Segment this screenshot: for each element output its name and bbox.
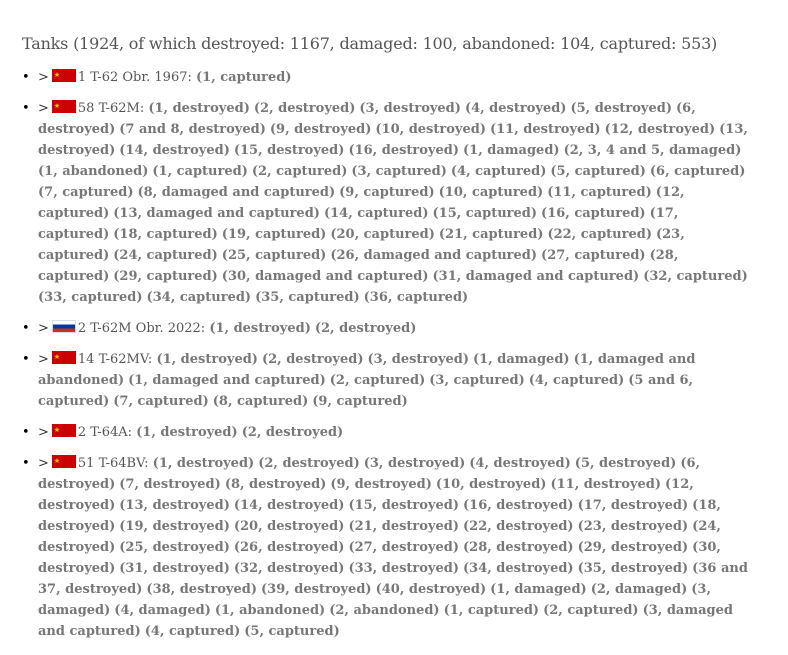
entry-link[interactable]: (2, damaged): [590, 582, 688, 597]
list-item: [22, 67, 758, 88]
entry-link[interactable]: (40, destroyed): [375, 582, 487, 597]
list-item: [22, 422, 758, 443]
expand-caret-icon[interactable]: >: [38, 456, 49, 471]
entry-link[interactable]: (7, captured): [38, 185, 134, 200]
entry-link[interactable]: (1, destroyed): [156, 352, 258, 367]
bullet-icon: •: [22, 456, 30, 471]
vehicle-label: 58 T-62M:: [77, 101, 145, 116]
list-item: [22, 98, 758, 308]
equipment-list: [22, 67, 788, 642]
expand-caret-icon[interactable]: >: [38, 321, 49, 336]
entry-link[interactable]: (8, damaged and captured): [137, 185, 336, 200]
entry-link[interactable]: (2, 3, 4 and 5, damaged): [563, 143, 742, 158]
entry-link[interactable]: (2, captured): [543, 603, 639, 618]
entry-link[interactable]: (22, captured): [547, 227, 652, 242]
entry-link[interactable]: (13, damaged and captured): [113, 206, 320, 221]
entry-link[interactable]: (1, damaged): [463, 143, 560, 158]
expand-caret-icon[interactable]: >: [38, 70, 49, 85]
entry-link[interactable]: (5, destroyed): [570, 101, 672, 116]
entry-link[interactable]: (20, destroyed): [233, 519, 345, 534]
ussr-flag-icon: [52, 100, 76, 113]
entry-link[interactable]: (21, captured): [438, 227, 544, 242]
entry-link[interactable]: (8, destroyed): [224, 477, 327, 492]
ussr-flag-icon: [52, 424, 76, 437]
entry-link[interactable]: (14, captured): [323, 206, 429, 221]
entry-link[interactable]: (1, destroyed): [148, 101, 250, 116]
expand-caret-icon[interactable]: >: [38, 101, 49, 116]
entry-link[interactable]: (35, captured): [255, 290, 360, 305]
entry-link[interactable]: (15, destroyed): [348, 498, 460, 513]
entry-link[interactable]: (33, destroyed): [348, 561, 460, 576]
entry-link[interactable]: (4, captured): [450, 164, 547, 179]
entry-link[interactable]: (34, captured): [146, 290, 252, 305]
entry-link[interactable]: (2, destroyed): [258, 456, 360, 471]
entry-link[interactable]: (12, captured): [38, 185, 685, 221]
entries: [136, 425, 347, 440]
entry-link[interactable]: (2, destroyed): [241, 425, 344, 440]
entry-link[interactable]: (3, destroyed): [367, 352, 470, 367]
entry-link[interactable]: (11, captured): [547, 185, 652, 200]
entry-link[interactable]: (24, captured): [113, 248, 218, 263]
entry-link[interactable]: (8, captured): [212, 394, 309, 409]
ussr-flag-icon: [52, 351, 76, 364]
list-item: [22, 349, 758, 412]
entry-link[interactable]: (14, destroyed): [233, 498, 345, 513]
entry-link[interactable]: (23, destroyed): [577, 519, 689, 534]
entry-link[interactable]: (5 and 6, captured): [38, 373, 694, 409]
entry-link[interactable]: (11, destroyed): [489, 122, 601, 137]
entry-link[interactable]: (11, destroyed): [550, 477, 662, 492]
entry-link[interactable]: (26, destroyed): [233, 540, 345, 555]
entry-link[interactable]: (2, destroyed): [253, 101, 356, 116]
entry-link[interactable]: (5, captured): [550, 164, 646, 179]
ussr-flag-icon: [52, 455, 76, 468]
entry-link[interactable]: (28, captured): [38, 248, 679, 284]
entry-link[interactable]: (1, captured): [196, 70, 292, 85]
entry-link[interactable]: (13, destroyed): [38, 122, 748, 158]
entry-link[interactable]: (30, destroyed): [38, 540, 721, 576]
entry-link[interactable]: (16, captured): [541, 206, 646, 221]
entry-link[interactable]: (9, captured): [312, 394, 408, 409]
entry-link[interactable]: (9, captured): [339, 185, 435, 200]
entry-link[interactable]: (6, destroyed): [38, 101, 696, 137]
entry-link[interactable]: (13, destroyed): [119, 498, 230, 513]
entry-link[interactable]: (3, damaged): [38, 582, 711, 618]
entry-link[interactable]: (1, captured): [152, 164, 248, 179]
entry-link[interactable]: (27, captured): [541, 248, 646, 263]
entry-link[interactable]: (1, damaged): [490, 582, 587, 597]
entry-link[interactable]: (1, damaged and abandoned): [38, 352, 696, 388]
entry-link[interactable]: (10, captured): [438, 185, 544, 200]
entry-link[interactable]: (30, damaged and captured): [221, 269, 429, 284]
entry-link[interactable]: (1, damaged): [473, 352, 570, 367]
entries: [209, 321, 420, 336]
entry-link[interactable]: (7 and 8, destroyed): [119, 122, 266, 137]
entry-link[interactable]: (2, destroyed): [261, 352, 364, 367]
entry-link[interactable]: (1, damaged and captured): [128, 373, 326, 388]
entry-link[interactable]: (18, destroyed): [38, 498, 721, 534]
entry-link[interactable]: (14, destroyed): [119, 143, 230, 158]
entry-link[interactable]: (9, destroyed): [330, 477, 432, 492]
entry-link[interactable]: (4, captured): [528, 373, 625, 388]
entry-link[interactable]: (6, captured): [649, 164, 746, 179]
entry-link[interactable]: (19, captured): [221, 227, 327, 242]
entry-link[interactable]: (31, destroyed): [119, 561, 230, 576]
entry-link[interactable]: (3, destroyed): [363, 456, 466, 471]
entry-link[interactable]: (16, destroyed): [463, 498, 574, 513]
vehicle-label: 14 T-62MV:: [77, 352, 153, 367]
entry-link[interactable]: (25, destroyed): [119, 540, 230, 555]
entry-link[interactable]: (7, destroyed): [119, 477, 221, 492]
entry-link[interactable]: (38, destroyed): [146, 582, 257, 597]
expand-caret-icon[interactable]: >: [38, 425, 49, 440]
entry-link[interactable]: (4, damaged): [114, 603, 211, 618]
entry-link[interactable]: (17, destroyed): [577, 498, 689, 513]
entry-link[interactable]: (1, destroyed): [152, 456, 255, 471]
entry-link[interactable]: (3, captured): [351, 164, 447, 179]
entry-link[interactable]: (18, captured): [113, 227, 218, 242]
entries: [38, 456, 748, 639]
entry-link[interactable]: (16, destroyed): [348, 143, 460, 158]
vehicle-label: 2 T-62M Obr. 2022:: [77, 321, 206, 336]
entry-link[interactable]: (9, destroyed): [269, 122, 372, 137]
entry-link[interactable]: (4, destroyed): [464, 101, 567, 116]
entry-link[interactable]: (5, destroyed): [574, 456, 677, 471]
entry-link[interactable]: (12, destroyed): [604, 122, 716, 137]
entry-link[interactable]: (6, destroyed): [38, 456, 701, 492]
entry-link[interactable]: (10, destroyed): [435, 477, 547, 492]
vehicle-label: 51 T-64BV:: [77, 456, 149, 471]
entry-link[interactable]: (1, destroyed): [209, 321, 311, 336]
entry-link[interactable]: (1, destroyed): [136, 425, 238, 440]
ussr-flag-icon: [52, 69, 76, 82]
entry-link[interactable]: (4, captured): [144, 624, 241, 639]
entry-link[interactable]: (1, abandoned): [38, 164, 149, 179]
bullet-icon: •: [22, 321, 30, 336]
entry-link[interactable]: (2, destroyed): [314, 321, 417, 336]
entry-link[interactable]: (25, captured): [221, 248, 327, 263]
entry-link[interactable]: (15, captured): [432, 206, 538, 221]
russia-flag-icon: [52, 320, 76, 333]
entry-link[interactable]: (2, abandoned): [329, 603, 440, 618]
entry-link[interactable]: (24, destroyed): [38, 519, 721, 555]
entry-link[interactable]: (22, destroyed): [463, 519, 574, 534]
entry-link[interactable]: (26, damaged and captured): [330, 248, 538, 263]
entry-link[interactable]: (29, destroyed): [577, 540, 689, 555]
expand-caret-icon[interactable]: >: [38, 352, 49, 367]
bullet-icon: •: [22, 425, 30, 440]
entry-link[interactable]: (17, captured): [38, 206, 679, 242]
entry-link[interactable]: (27, destroyed): [348, 540, 460, 555]
entry-link[interactable]: (32, captured): [643, 269, 748, 284]
entry-link[interactable]: (3, captured): [429, 373, 525, 388]
bullet-icon: •: [22, 70, 30, 85]
entry-link[interactable]: (28, destroyed): [463, 540, 574, 555]
entry-link[interactable]: (31, damaged and captured): [432, 269, 640, 284]
entry-link[interactable]: (36, captured): [363, 290, 469, 305]
entry-link[interactable]: (3, destroyed): [359, 101, 461, 116]
list-item: [22, 453, 758, 642]
entry-link[interactable]: (4, destroyed): [469, 456, 571, 471]
entries: [196, 70, 296, 85]
bullet-icon: •: [22, 352, 30, 367]
entry-link[interactable]: (2, captured): [329, 373, 426, 388]
entry-link[interactable]: (21, destroyed): [348, 519, 460, 534]
entry-link[interactable]: (35, destroyed): [577, 561, 689, 576]
entry-link[interactable]: (10, destroyed): [375, 122, 486, 137]
vehicle-label: 1 T-62 Obr. 1967:: [77, 70, 192, 85]
entries: [38, 101, 752, 305]
entry-link[interactable]: (34, destroyed): [463, 561, 574, 576]
entry-link[interactable]: (15, destroyed): [233, 143, 345, 158]
entry-link[interactable]: (20, captured): [330, 227, 435, 242]
list-item: [22, 318, 758, 339]
section-title: Tanks (1924, of which destroyed: 1167, damaged: 100, abandoned: 104, captured: 553): [22, 34, 718, 53]
entry-link[interactable]: (7, captured): [113, 394, 209, 409]
entry-link[interactable]: (5, captured): [244, 624, 340, 639]
vehicle-label: 2 T-64A:: [77, 425, 133, 440]
bullet-icon: •: [22, 101, 30, 116]
entry-link[interactable]: (12, destroyed): [38, 477, 694, 513]
entry-link[interactable]: (1, abandoned): [214, 603, 326, 618]
entry-link[interactable]: (32, destroyed): [233, 561, 345, 576]
entry-link[interactable]: (29, captured): [113, 269, 218, 284]
entry-link[interactable]: (19, destroyed): [119, 519, 230, 534]
entry-link[interactable]: (3, damaged and captured): [38, 603, 733, 639]
entry-link[interactable]: (2, captured): [251, 164, 348, 179]
entry-link[interactable]: (36 and 37, destroyed): [38, 561, 748, 597]
entry-link[interactable]: (33, captured): [38, 290, 143, 305]
entry-link[interactable]: (39, destroyed): [261, 582, 372, 597]
entry-link[interactable]: (1, captured): [443, 603, 540, 618]
entry-link[interactable]: (23, captured): [38, 227, 685, 263]
